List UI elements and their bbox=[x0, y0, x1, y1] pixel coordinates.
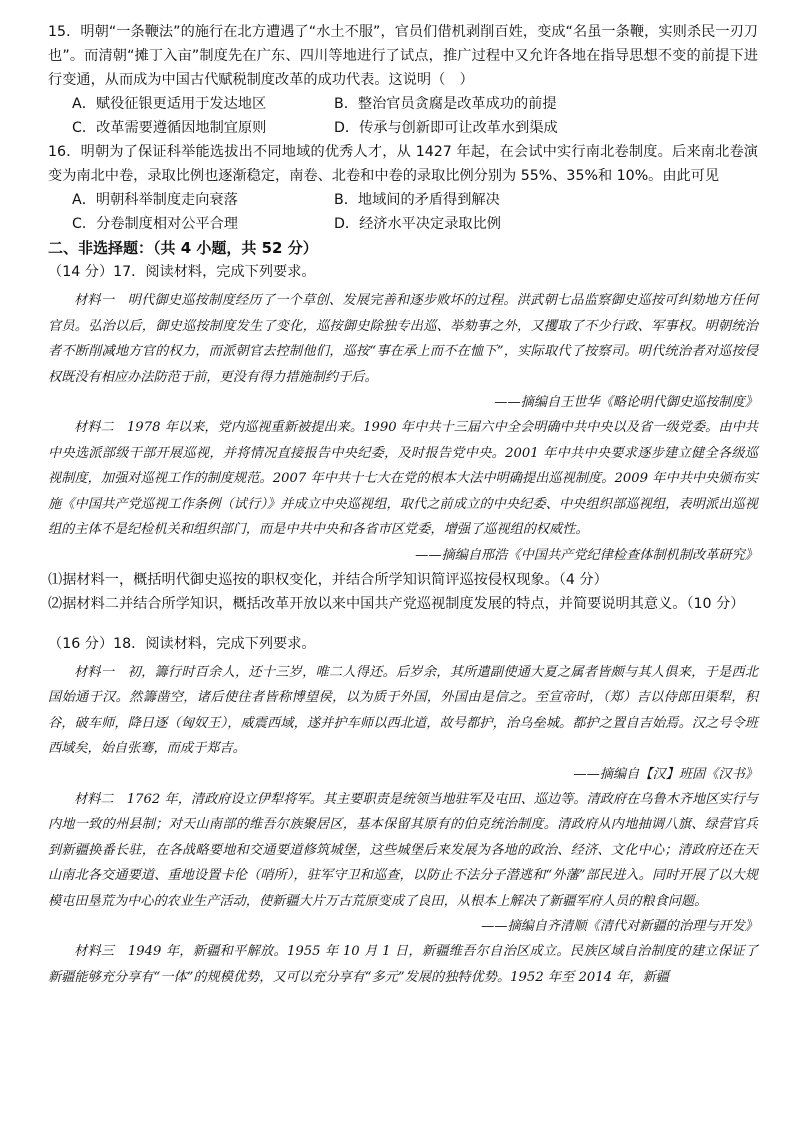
q18-source-2: ——摘编自齐清顺《清代对新疆的治理与开发》 bbox=[481, 919, 758, 934]
q18-material-1: 材料一 初，籌行时百余人，还十三岁，唯二人得还。后岁余，其所遣副使通大夏之属者皆颇与其人俱来，于是西北国始通于汉。然籌凿空，诸后使往者皆称博望侯，以为质于外国，外国由是信之。至宣帝时，（郑）吉以侍郎田渠犁，积谷，破车师，降日逐（匈奴王），威震西域，遂并护车师以西北道，故号都护，治乌垒城。都护之置自吉始焉。汉之号令班西域矣，始自张骞，而成于郑吉。 bbox=[48, 664, 758, 756]
q17-subquestion-2: ⑵据材料二并结合所学知识，概括改革开放以来中国共产党巡视制度发展的特点，并简要说明其意义。（10 分） bbox=[48, 595, 745, 612]
q18-material-2: 材料二 1762 年，清政府设立伊犁将军。其主要职责是统领当地驻军及屯田、巡边等。清政府在乌鲁木齐地区实行与内地一致的州县制；对天山南部的维吾尔族聚居区，基本保留其原有的伯克统治制度。清政府从内地抽调八旗、绿营官兵到新疆换番长驻，在各战略要地和交通要道修筑城堡，这些城堡后来发展为各地的政治、经济、文化中心；清政府还在天山南北各交通要道、重地设置卡伦（哨所），驻军守卫和巡查，以防止不法分子潜逃和“外藩”部民进入。同时开展了以大规模屯田垦荒为中心的农业生产活动，使新疆大片万古荒原变成了良田，从根本上解决了新疆军府人员的粮食问题。 bbox=[48, 791, 758, 909]
q16-option-d: D．经济水平决定录取比例 bbox=[334, 216, 501, 232]
q18-source-1: ——摘编自【汉】班固《汉书》 bbox=[573, 766, 758, 782]
q15-option-c: C．改革需要遵循因地制宜原则 bbox=[72, 120, 267, 136]
q16-option-b: B．地域间的矛盾得到解决 bbox=[334, 192, 500, 208]
q18-material-3: 材料三 1949 年，新疆和平解放。1955 年 10 月 1 日，新疆维吾尔自治区成立。民族区域自治制度的建立保证了新疆能够充分享有“一体”的规模优势，又可以充分享有“多元”发展的独特优势。1952 年至 2014 年，新疆 bbox=[48, 944, 758, 985]
q15-option-d: D．传承与创新即可让改革水到渠成 bbox=[334, 120, 558, 136]
q16-option-a: A．明朝科举制度走向衰落 bbox=[72, 192, 238, 208]
q17-source-1: ——摘编自王世华《略论明代御史巡按制度》 bbox=[494, 395, 758, 410]
question-16-options bbox=[48, 188, 758, 236]
q17-material-1: 材料一 明代御史巡按制度经历了一个草创、发展完善和逐步败坏的过程。洪武朝七品监察御史巡按可纠劾地方任何官员。弘治以后，御史巡按制度发生了变化，巡按御史除独专出巡、举劾事之外，又攫取了不少行政、军事权。明朝统治者不断削减地方官的权力，而派朝官去控制他们，巡按“事在承上而不在恤下”，实际取代了按察司。明代统治者对巡按侵权既没有相应办法防范于前，更没有得力措施制约于后。 bbox=[48, 293, 758, 385]
q15-option-a: A．赋役征银更适用于发达地区 bbox=[72, 96, 267, 112]
question-18-stem: （16 分）18．阅读材料，完成下列要求。 bbox=[48, 635, 316, 652]
question-15-stem: 15．明朝“一条鞭法”的施行在北方遭遇了“水土不服”，官员们借机剥削百姓，变成“名虽一条鞭，实则杀民一刃刀也”。而清朝“摊丁入亩”制度先在广东、四川等地进行了试点，推广过程中又允许各地在指导思想不变的前提下进行变通，从而成为中国古代赋税制度改革的成功代表。这说明（ ） bbox=[48, 24, 758, 88]
question-15-options bbox=[48, 92, 758, 140]
q15-option-b: B．整治官员贪腐是改革成功的前提 bbox=[334, 96, 557, 112]
q17-material-2: 材料二 1978 年以来，党内巡视重新被提出来。1990 年中共十三届六中全会明确中共中央以及省一级党委。由中共中央选派部级干部开展巡视，并将情况直接报告中央纪委，及时报告党中央。2001 年中共中央要求逐步建立健全各级巡视制度，加强对巡视工作的制度规范。2007 年中共十七大在党的根本大法中明确提出巡视制度。2009 年中共中央颁布实施《中国共产党巡视工作条例（试行）》并成立中央巡视组，取代之前成立的中央纪委、中央组织部巡视组，表明派出巡视组的主体不是纪检机关和组织部门，而是中共中央和各省市区党委，增强了巡视组的权威性。 bbox=[48, 420, 758, 537]
q17-subquestion-1: ⑴据材料一，概括明代御史巡按的职权变化，并结合所学知识简评巡按侵权现象。（4 分） bbox=[48, 571, 608, 588]
q16-option-c: C．分卷制度相对公平合理 bbox=[72, 216, 238, 232]
q17-source-2: ——摘编自邢浩《中国共产党纪律检查体制机制改革研究》 bbox=[415, 547, 758, 563]
question-16-stem: 16．明朝为了保证科举能选拔出不同地域的优秀人才，从 1427 年起，在会试中实行南北卷制度。后来南北卷演变为南北中卷，录取比例也逐渐稳定，南卷、北卷和中卷的录取比例分别为 55%、35%和 10%。由此可见 bbox=[48, 144, 758, 184]
exam-page bbox=[48, 20, 758, 990]
section-2-heading: 二、非选择题：（共 4 小题，共 52 分） bbox=[48, 239, 318, 257]
question-17-stem: （14 分）17．阅读材料，完成下列要求。 bbox=[48, 264, 316, 280]
spacer bbox=[48, 616, 758, 632]
